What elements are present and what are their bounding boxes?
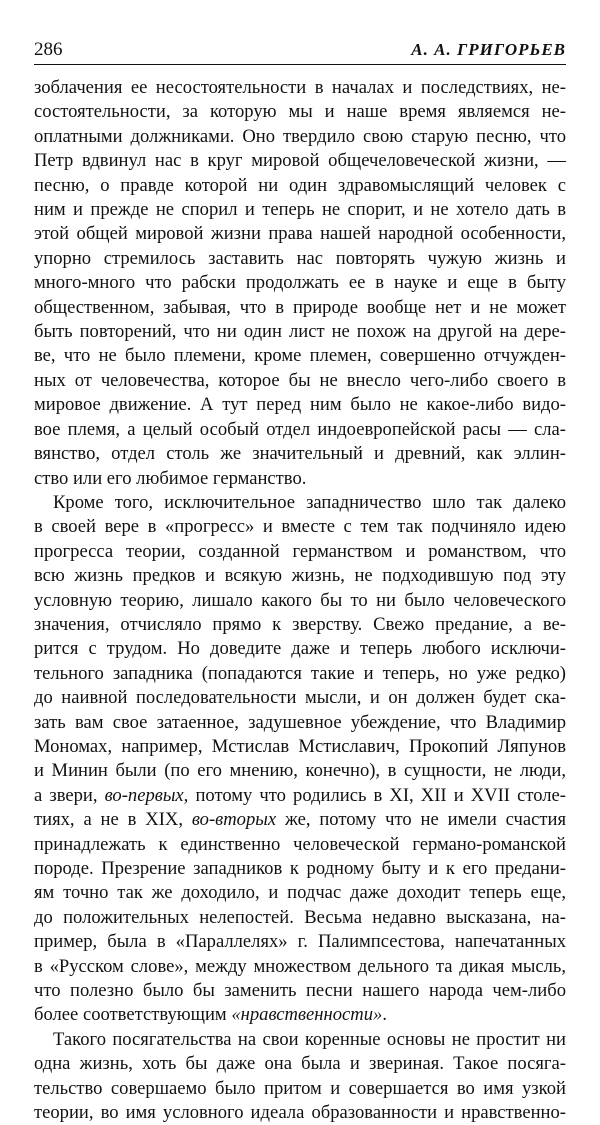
text-line: быть повторений, что ни один лист не похож на другой на дере- — [34, 321, 566, 343]
italic-emphasis: во-первых, — [104, 784, 189, 806]
text-line: этой общей мировой жизни права нашей народной особенности, — [34, 223, 566, 245]
text-line: зоблачения ее несостоятельности в началах и последствиях, не- — [34, 77, 566, 98]
text-line: пример, была в «Параллелях» г. Палимпсестова, напечатанных — [34, 931, 566, 953]
text-line: прогресса теории, созданной германством и романством, что — [34, 540, 566, 562]
text-line — [34, 808, 566, 832]
paragraph-2 — [34, 491, 566, 1028]
text-line: песню, о правде которой ни один здравомыслящий человек с — [34, 174, 566, 196]
text-line — [34, 1003, 566, 1027]
text-segment: тиях, а не в XIX, — [34, 809, 183, 831]
text-line: условную теорию, лишало какого бы то ни было человеческого — [34, 589, 566, 611]
text-line: в «Русском слове», между множеством дельного та дикая мысль, — [34, 955, 566, 977]
text-segment: более соответствующим — [34, 1004, 227, 1026]
text-line: до наивной последовательности мысли, и он должен будет ска- — [34, 687, 566, 709]
text-line: Петр вдвинул нас в круг мировой общечеловеческой жизни, — — [34, 150, 566, 172]
page-number: 286 — [34, 39, 63, 60]
text-line: мировое движение. А тут перед ним было не какое-либо видо- — [34, 394, 566, 416]
text-line: породе. Презрение западников к родному быту и к его предани- — [34, 858, 566, 879]
paragraph-3 — [34, 1028, 566, 1125]
text-segment: же, потому что не имели счастия — [284, 809, 566, 831]
text-line: значения, отчисляло прямо к зверству. Свежо предание, а ве- — [34, 613, 566, 635]
text-line: одна жизнь, хоть бы даже она была и звериная. Такое посяга- — [34, 1053, 566, 1075]
text-line: много-много что рабски продолжать ее в науке и еще в быту — [34, 272, 566, 294]
header-rule — [34, 64, 566, 65]
text-line: состоятельности, за которую мы и наше время являемся не- — [34, 101, 566, 123]
italic-emphasis: «нравственности» — [231, 1004, 383, 1026]
text-line: вянство, отдел столь же значительный и древний, как эллин- — [34, 443, 566, 465]
text-line: Кроме того, исключительное западничество шло так далеко — [53, 491, 566, 513]
text-line: ство или его любимое германство. — [34, 467, 307, 489]
text-line: теории, во имя условного идеала образованности и нравственно- — [34, 1102, 566, 1124]
italic-emphasis: во-вторых — [191, 809, 277, 831]
text-line: Такого посягательства на свои коренные основы не простит ни — [53, 1028, 566, 1050]
text-line: до положительных нелепостей. Весьма недавно высказана, на- — [34, 906, 566, 928]
page-body — [34, 76, 566, 1125]
text-line: ним и прежде не спорил и теперь не спорит, и не хотело дать в — [34, 199, 566, 221]
text-line: ве, что не было племени, кроме племен, совершенно отчужден- — [34, 345, 566, 367]
page-header — [34, 38, 566, 62]
text-line: ных от человечества, которое бы не внесло чего-либо своего в — [34, 369, 566, 391]
text-line: принадлежать к единственно человеческой германо-романской — [34, 833, 566, 855]
text-line: общественном, забывая, что в природе вообще нет и не может — [34, 296, 566, 318]
text-line: и Минин были (по его мнению, конечно), в сущности, не люди, — [34, 760, 566, 782]
text-line: тельного западника (попадаются такие и теперь, но уже редко) — [34, 662, 566, 684]
text-segment: . — [382, 1004, 387, 1026]
text-line: что полезно было бы заменить песни нашего народа чем-либо — [34, 980, 566, 1002]
text-line: тельство совершаемо было притом и совершается во имя узкой — [34, 1077, 566, 1099]
text-line: рится с трудом. Но доведите даже и теперь любого исключи- — [34, 638, 566, 660]
text-line: Мономах, например, Мстислав Мстиславич, Прокопий Ляпунов — [34, 735, 566, 757]
text-line: ям точно так же доходило, и подчас даже доходит теперь еще, — [34, 882, 566, 904]
text-segment: а звери, — [34, 784, 98, 806]
text-line: вое племя, а целый особый отдел индоевропейской расы — сла- — [34, 418, 566, 440]
text-line: упорно стремилось заставить нас повторять чужую жизнь и — [34, 247, 566, 269]
text-segment: потому что родились в XI, XII и XVII столе- — [195, 784, 566, 806]
text-line: зать вам свое затаенное, задушевное убеждение, что Владимир — [34, 711, 566, 733]
paragraph-1 — [34, 76, 566, 491]
running-head: А. А. ГРИГОРЬЕВ — [411, 40, 566, 59]
text-line: в своей вере в «прогресс» и вместе с тем так подчиняло идею — [34, 516, 566, 538]
text-line — [34, 784, 566, 808]
text-line: оплатными должниками. Оно твердило свою старую песню, что — [34, 125, 566, 147]
text-line: всю жизнь предков и всякую жизнь, не подходившую под эту — [34, 565, 566, 587]
